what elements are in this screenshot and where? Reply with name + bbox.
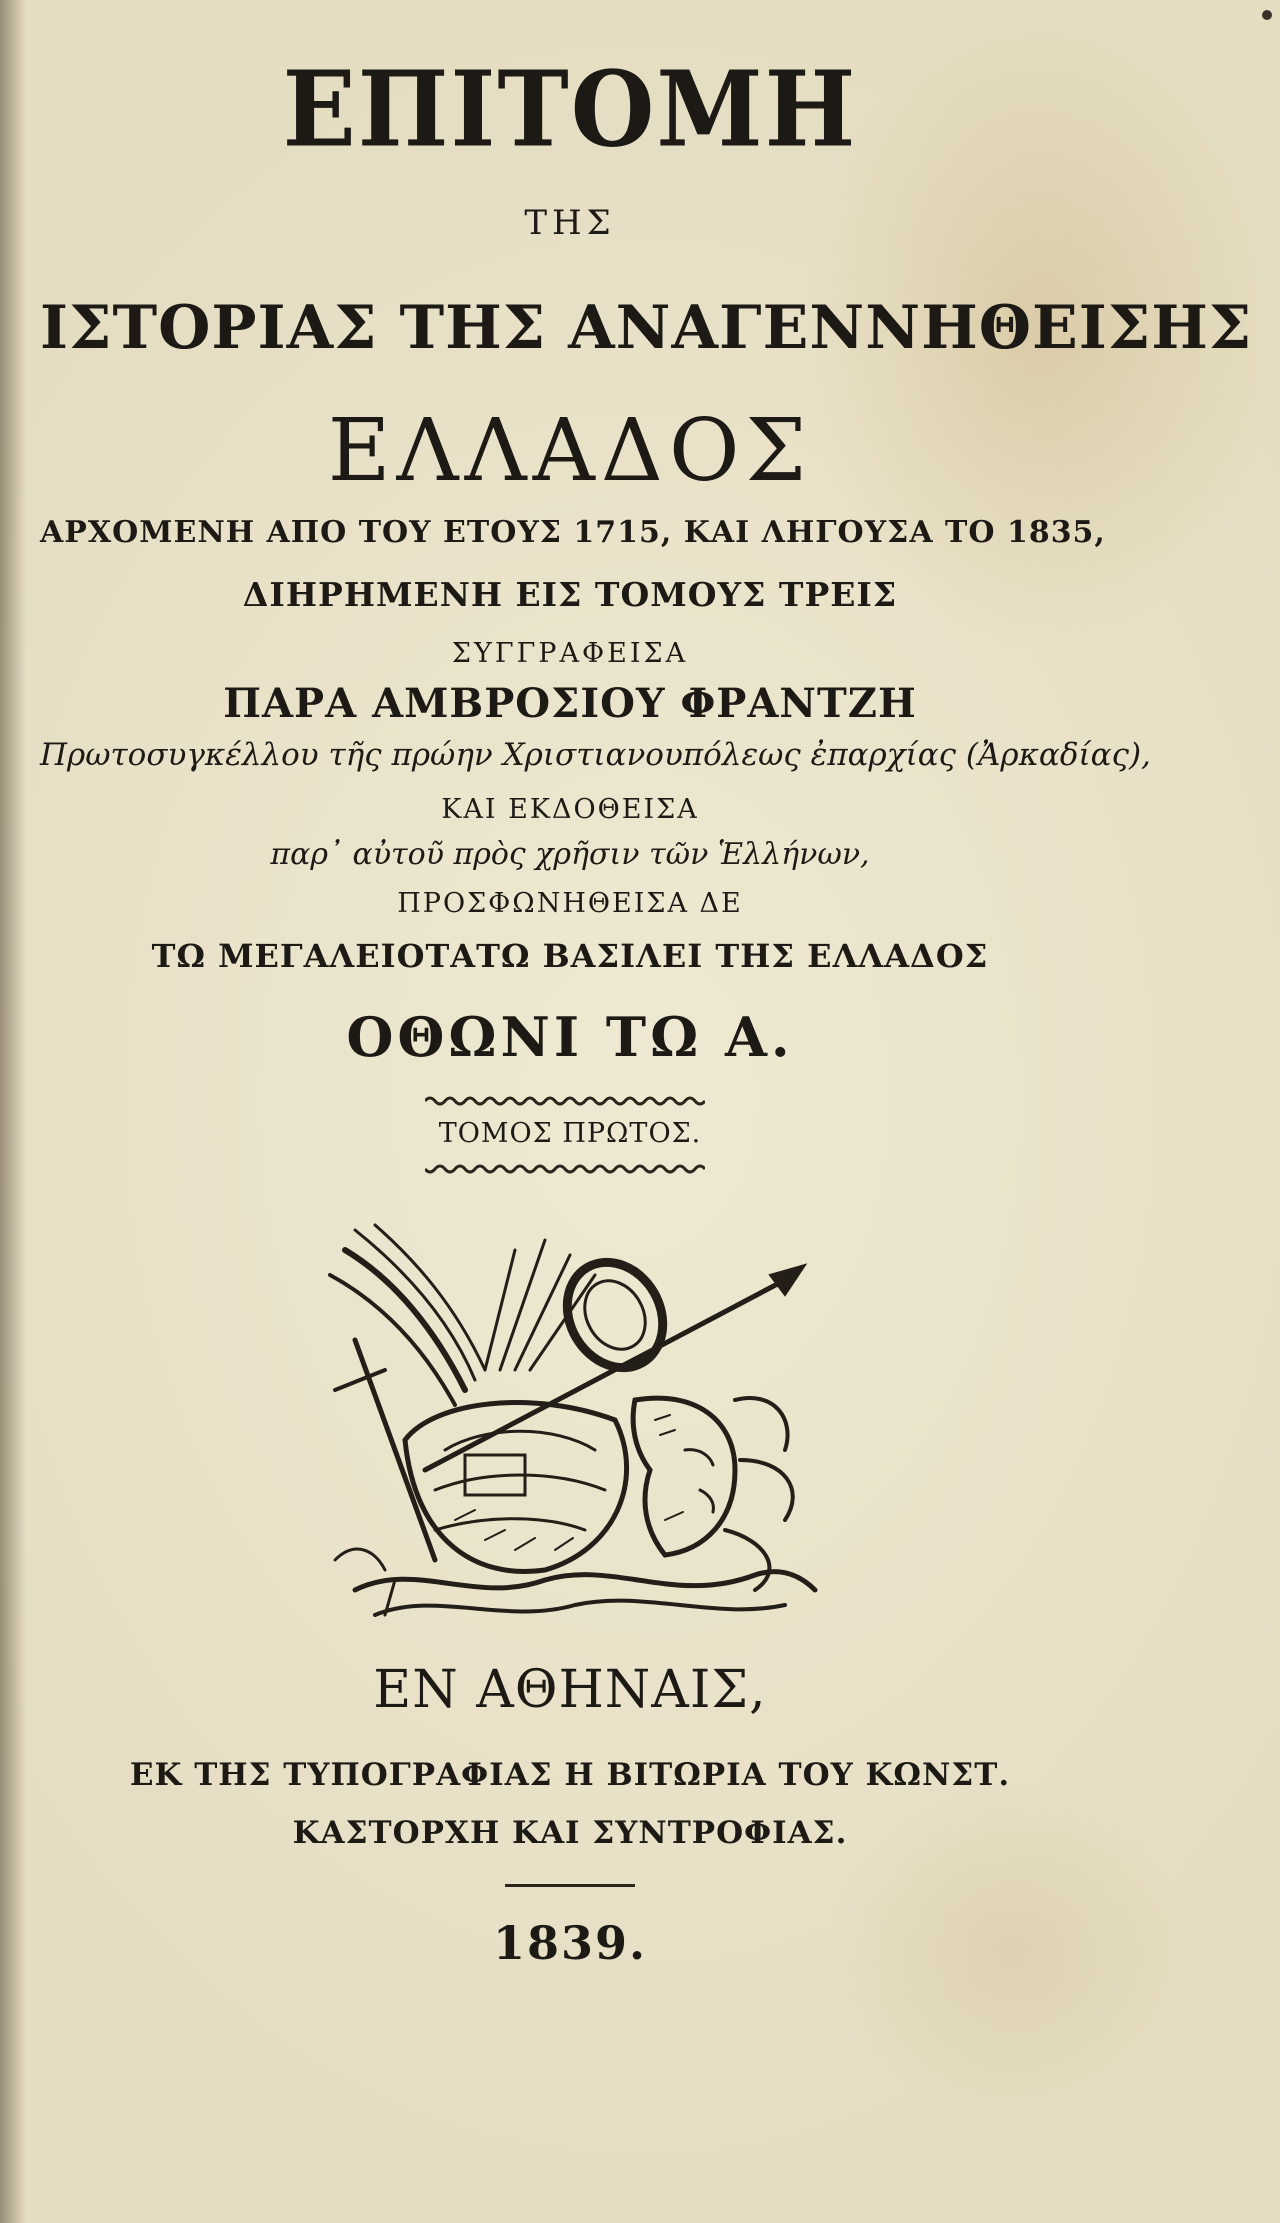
spine-shadow — [0, 0, 26, 2223]
ornamental-rule-bottom — [425, 1162, 705, 1176]
imprint-year: 1839. — [492, 1916, 648, 1970]
printer-line-2: ΚΑΣΤΟΡΧΗ ΚΑΙ ΣΥΝΤΡΟΦΙΑΣ. — [292, 1815, 848, 1851]
dedication-line: ΤΩ ΜΕΓΑΛΕΙΟΤΑΤΩ ΒΑΣΙΛΕΙ ΤΗΣ ΕΛΛΑΔΟΣ — [151, 937, 989, 975]
label-kai-ekdotheisa: ΚΑΙ ΕΚΔΟΘΕΙΣΑ — [441, 794, 699, 825]
ornamental-rule-top — [425, 1094, 705, 1108]
title-line-ellados: ΕΛΛΑΔΟΣ — [327, 401, 813, 501]
author-title: Πρωτοσυγκέλλου τῆς πρώην Χριστιανουπόλεως ἐπαρχίας (Ἀρκαδίας), — [40, 737, 1151, 773]
subtitle-date-range: ΑΡΧΟΜΕΝΗ ΑΠΟ ΤΟΥ ΕΤΟΥΣ 1715, ΚΑΙ ΛΗΓΟΥΣΑ ΤΟ 1835, — [40, 515, 1106, 550]
author-name: ΠΑΡΑ ΑΜΒΡΟΣΙΟΥ ΦΡΑΝΤΖΗ — [223, 680, 917, 727]
title-line-tis: ΤΗΣ — [524, 203, 616, 243]
divider-rule — [505, 1884, 635, 1887]
title-line-istorias: ΙΣΤΟΡΙΑΣ ΤΗΣ ΑΝΑΓΕΝΝΗΘΕΙΣΗΣ — [40, 293, 1253, 363]
label-syggrafeisa: ΣΥΓΓΡΑΦΕΙΣΑ — [451, 638, 689, 669]
label-prosfonitheisa: ΠΡΟΣΦΩΝΗΘΕΙΣΑ ΔΕ — [397, 888, 743, 919]
ink-spot — [1262, 10, 1272, 20]
trophy-of-arms-with-helmeted-head-icon — [315, 1220, 835, 1630]
book-title: ΕΠΙΤΟΜΗ — [282, 48, 858, 171]
dedicatee-name: ΟΘΩΝΙ ΤΩ Α. — [346, 1005, 794, 1069]
publication-purpose: παρ᾽ αὐτοῦ πρὸς χρῆσιν τῶν Ἑλλήνων, — [270, 837, 870, 872]
printer-line-1: ΕΚ ΤΗΣ ΤΥΠΟΓΡΑΦΙΑΣ Η ΒΙΤΩΡΙΑ ΤΟΥ ΚΩΝΣΤ. — [129, 1757, 1011, 1793]
volume-label: ΤΟΜΟΣ ΠΡΩΤΟΣ. — [438, 1118, 702, 1149]
subtitle-volumes: ΔΙΗΡΗΜΕΝΗ ΕΙΣ ΤΟΜΟΥΣ ΤΡΕΙΣ — [242, 575, 898, 614]
imprint-place: ΕΝ ΑΘΗΝΑΙΣ, — [373, 1660, 767, 1720]
